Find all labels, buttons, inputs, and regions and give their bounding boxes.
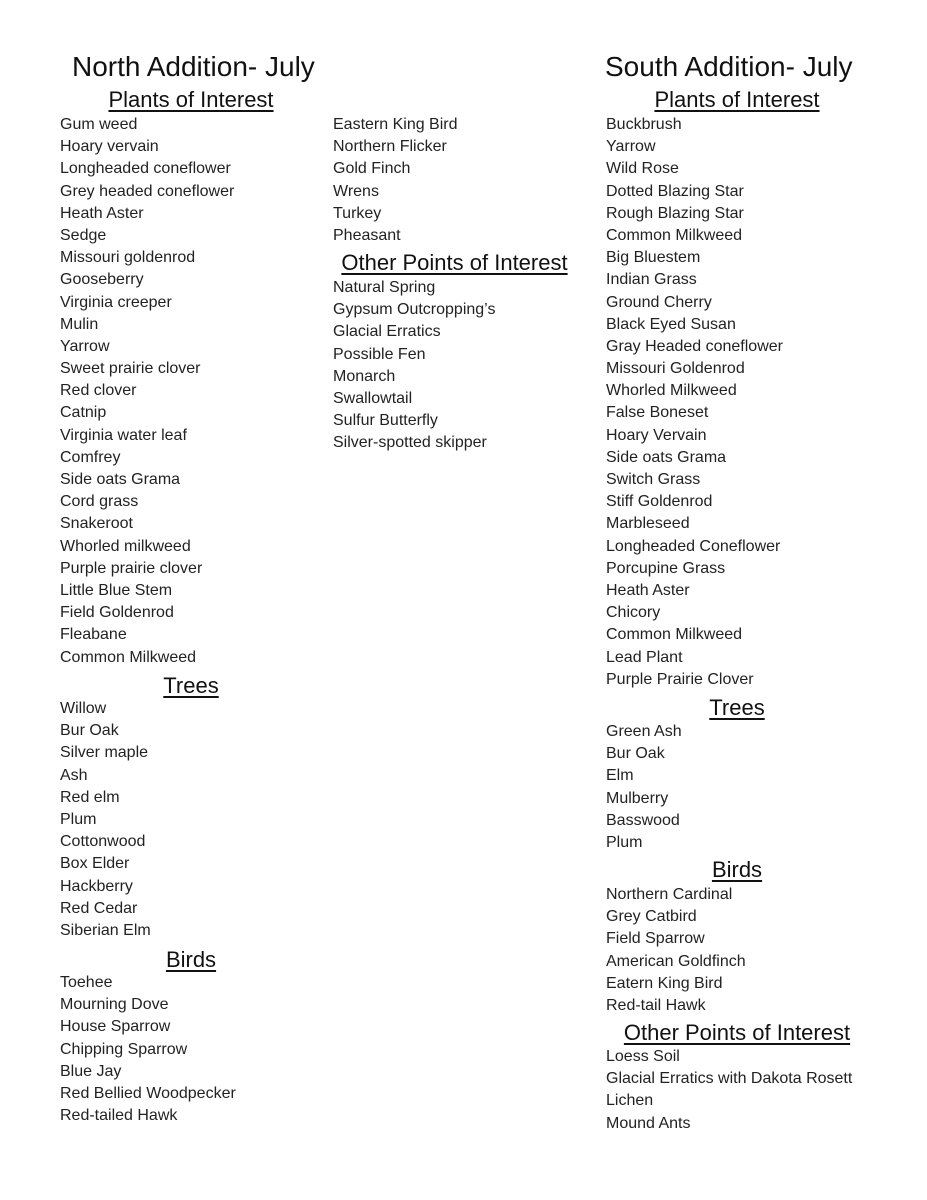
list-item: House Sparrow (60, 1018, 171, 1036)
list-item: Common Milkweed (606, 226, 743, 244)
list-item: Box Elder (60, 855, 130, 873)
list-item: Mourning Dove (60, 996, 169, 1014)
list-item: Whorled Milkweed (606, 382, 737, 400)
list-item: Red clover (60, 382, 137, 400)
list-item: Glacial Erratics with Dakota Rosett (606, 1070, 853, 1088)
list-item: Chipping Sparrow (60, 1040, 188, 1058)
north-trees-heading: Trees (163, 673, 219, 698)
list-item: Northern Flicker (333, 138, 447, 156)
list-item: Gold Finch (333, 160, 411, 178)
list-item: Mulin (60, 315, 99, 333)
list-item: Plum (606, 833, 643, 851)
list-item: Lichen (606, 1092, 654, 1110)
list-item: Chicory (606, 604, 661, 622)
list-item: Wild Rose (606, 160, 679, 178)
list-item: Plum (60, 810, 97, 828)
list-item: Bur Oak (60, 722, 119, 740)
list-item: Longheaded Coneflower (606, 537, 781, 555)
list-item: Hackberry (60, 877, 133, 895)
list-item: Yarrow (60, 337, 110, 355)
list-item: Grey Catbird (606, 908, 697, 926)
list-item: Silver maple (60, 744, 149, 762)
list-item: Heath Aster (606, 581, 690, 599)
list-item: False Boneset (606, 404, 709, 422)
list-item: Ash (60, 766, 88, 784)
list-item: Porcupine Grass (606, 559, 726, 577)
list-item: Willow (60, 700, 107, 717)
list-item: Pheasant (333, 226, 401, 244)
south-trees-heading: Trees (709, 695, 765, 720)
south-birds-list (606, 884, 746, 1017)
list-item: Sedge (60, 226, 107, 244)
list-item: Silver-spotted skipper (333, 434, 487, 452)
list-item: Rough Blazing Star (606, 204, 744, 222)
list-item: Buckbrush (606, 116, 682, 133)
list-item: Northern Cardinal (606, 886, 733, 903)
list-item: Sweet prairie clover (60, 360, 201, 378)
list-item: Yarrow (606, 138, 656, 156)
list-item: Missouri Goldenrod (606, 360, 745, 378)
list-item: Possible Fen (333, 345, 426, 363)
list-item: Lead Plant (606, 648, 683, 666)
list-item: Red-tailed Hawk (60, 1107, 178, 1125)
north-other-heading: Other Points of Interest (341, 250, 568, 275)
north-title: North Addition- July (72, 51, 315, 82)
list-item: Blue Jay (60, 1062, 122, 1080)
north-trees-list (60, 698, 151, 942)
south-title: South Addition- July (605, 51, 853, 82)
north-birds-continued-list (333, 114, 458, 247)
list-item: Red elm (60, 788, 120, 806)
list-item: Common Milkweed (60, 648, 197, 666)
list-item: Side oats Grama (606, 448, 727, 466)
list-item: Field Sparrow (606, 930, 705, 948)
list-item: Turkey (333, 204, 382, 222)
north-plants-list (60, 114, 234, 669)
list-item: Black Eyed Susan (606, 315, 736, 333)
list-item: Swallowtail (333, 389, 413, 407)
list-item: Mound Ants (606, 1114, 691, 1132)
list-item: Ground Cherry (606, 293, 712, 311)
list-item: Gum weed (60, 116, 138, 133)
list-item: Purple prairie clover (60, 559, 203, 577)
list-item: Common Milkweed (606, 626, 743, 644)
north-birds-list (60, 972, 236, 1127)
list-item: American Goldfinch (606, 952, 746, 970)
list-item: Big Bluestem (606, 249, 701, 267)
list-item: Loess Soil (606, 1048, 680, 1065)
list-item: Glacial Erratics (333, 323, 441, 341)
list-item: Fleabane (60, 626, 127, 644)
list-item: Eastern King Bird (333, 116, 458, 133)
list-item: Gypsum Outcropping’s (333, 301, 496, 319)
list-item: Sulfur Butterfly (333, 412, 438, 430)
south-trees-list (606, 721, 682, 854)
list-item: Basswood (606, 811, 680, 829)
south-birds-heading: Birds (711, 857, 763, 882)
list-item: Wrens (333, 182, 379, 200)
list-item: Side oats Grama (60, 471, 181, 488)
list-item: Bur Oak (606, 745, 665, 763)
list-item: Marbleseed (606, 515, 690, 533)
list-item: Field Goldenrod (60, 604, 174, 622)
north-birds-heading: Birds (165, 947, 217, 972)
list-item: Snakeroot (60, 515, 133, 533)
list-item: Longheaded coneflower (60, 160, 231, 178)
list-item: Dotted Blazing Star (606, 182, 744, 200)
list-item: Elm (606, 767, 634, 785)
south-other-list (606, 1046, 852, 1135)
list-item: Comfrey (60, 448, 121, 466)
list-item: Eatern King Bird (606, 974, 723, 992)
list-item: Grey headed coneflower (60, 182, 235, 200)
north-other-list (333, 277, 495, 455)
list-item: Siberian Elm (60, 921, 151, 939)
list-item: Red Cedar (60, 899, 138, 917)
list-item: Mulberry (606, 789, 669, 807)
south-other-heading: Other Points of Interest (623, 1020, 851, 1045)
list-item: Gooseberry (60, 271, 144, 289)
south-plants-list (606, 114, 783, 691)
north-plants-heading: Plants of Interest (108, 87, 274, 112)
list-item: Hoary vervain (60, 138, 159, 156)
list-item: Catnip (60, 404, 107, 422)
list-item: Cottonwood (60, 833, 146, 851)
list-item: Virginia creeper (60, 293, 172, 311)
list-item: Green Ash (606, 723, 682, 740)
list-item: Cord grass (60, 493, 139, 511)
list-item: Monarch (333, 367, 396, 385)
list-item: Virginia water leaf (60, 426, 187, 444)
list-item: Red-tail Hawk (606, 996, 706, 1014)
list-item: Purple Prairie Clover (606, 670, 754, 688)
list-item: Hoary Vervain (606, 426, 707, 444)
list-item: Heath Aster (60, 204, 144, 222)
list-item: Natural Spring (333, 279, 436, 296)
south-plants-heading: Plants of Interest (654, 87, 820, 112)
list-item: Switch Grass (606, 471, 701, 488)
list-item: Red Bellied Woodpecker (60, 1084, 236, 1102)
list-item: Missouri goldenrod (60, 249, 196, 267)
list-item: Gray Headed coneflower (606, 337, 783, 355)
list-item: Stiff Goldenrod (606, 493, 713, 511)
list-item: Toehee (60, 974, 113, 991)
list-item: Whorled milkweed (60, 537, 191, 555)
list-item: Indian Grass (606, 271, 697, 289)
list-item: Little Blue Stem (60, 581, 173, 599)
